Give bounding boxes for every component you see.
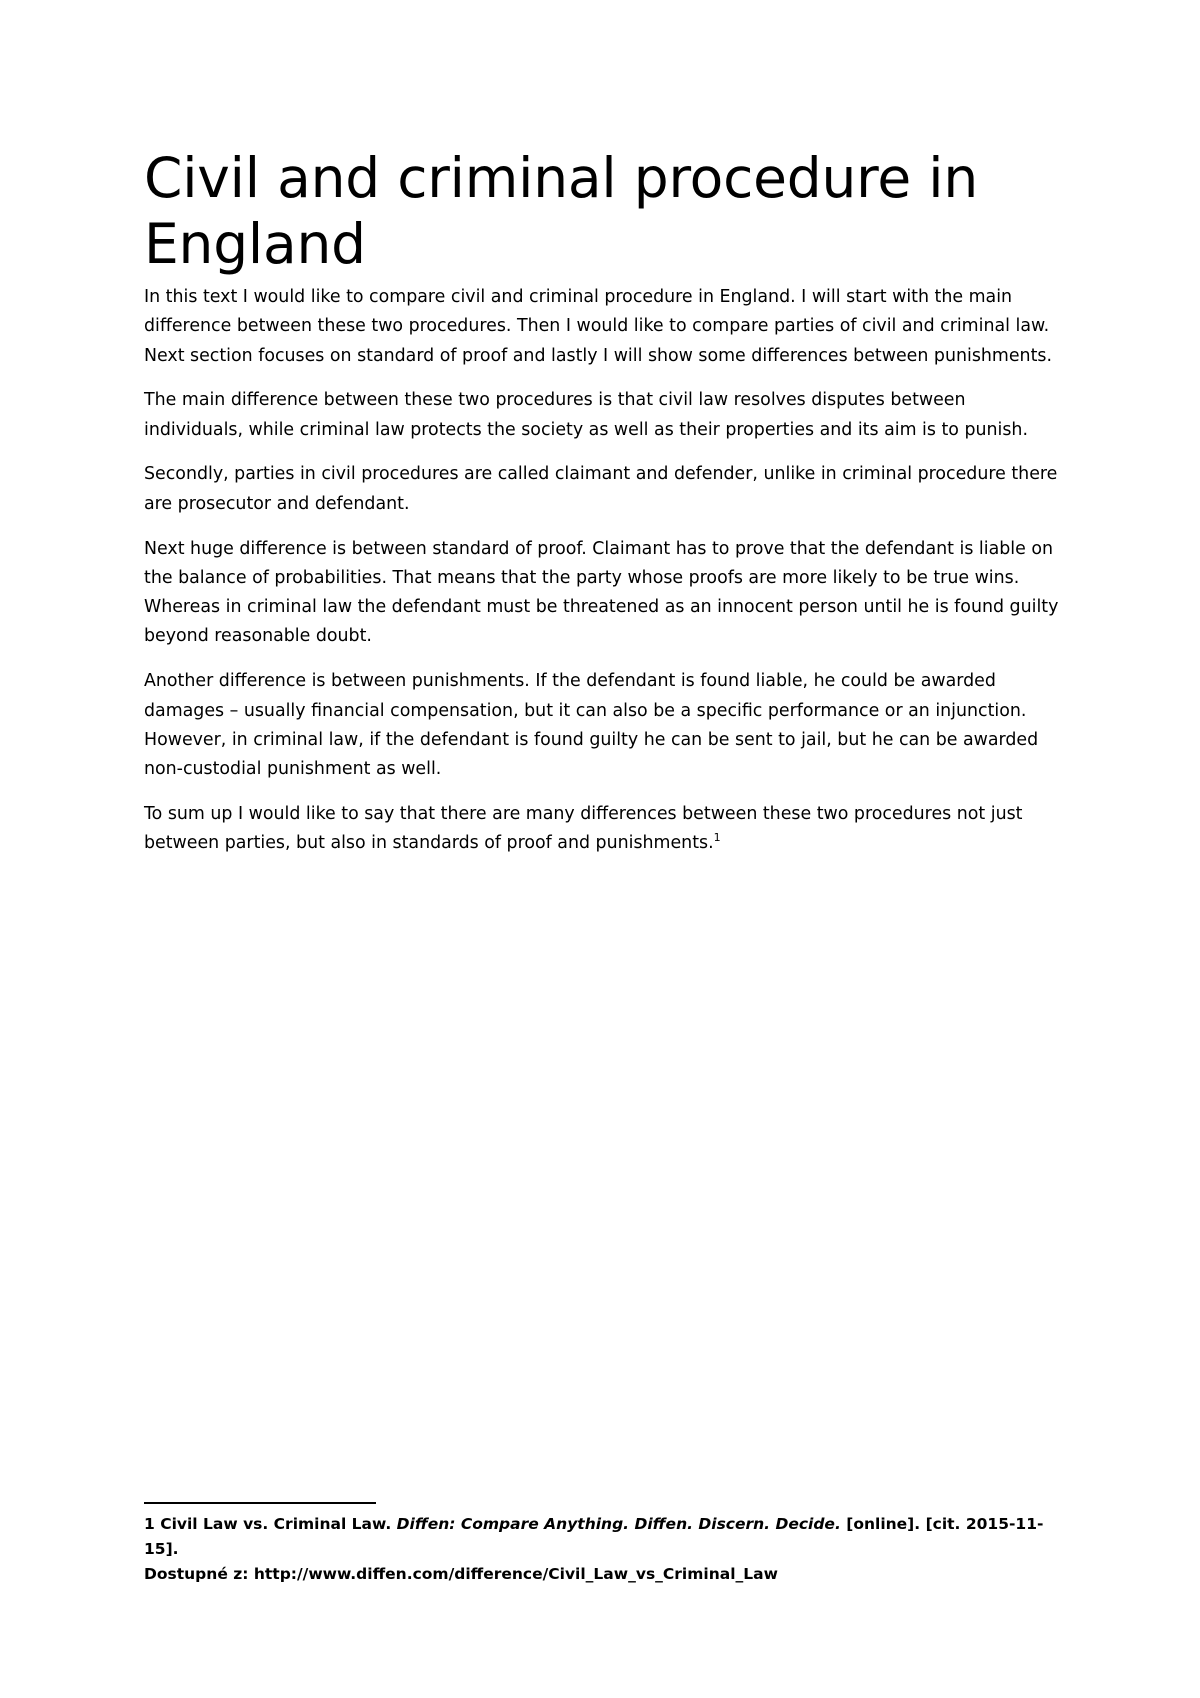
footnote-number: 1 [144, 1515, 155, 1533]
footnote-publication: Diffen: Compare Anything. Diffen. Discern. Decide. [396, 1515, 841, 1533]
document-body [144, 145, 1069, 874]
footnote-cited: [cit. 2015-11-15]. [144, 1515, 1044, 1558]
conclusion-paragraph [144, 800, 1069, 859]
intro-paragraph: In this text I would like to compare civil and criminal procedure in England. I will start with the main difference between these two procedures. Then I would like to compare parties of civil and criminal law. Next section focuses on standard of proof and lastly I will show some differences between punishments. [144, 287, 1052, 366]
footnote-medium: [online]. [846, 1515, 921, 1533]
parties-paragraph: Secondly, parties in civil procedures are called claimant and defender, unlike in criminal procedure there are prosecutor and defendant. [144, 464, 1058, 514]
standard-of-proof-paragraph: Next huge difference is between standard of proof. Claimant has to prove that the defendant is liable on the balance of probabilities. That means that the party whose proofs are more likely to be true wins. Whereas in criminal law the defendant must be threatened as an innocent person until he is found guilty beyond reasonable doubt. [144, 538, 1059, 647]
document-title: Civil and criminal procedure in England [144, 146, 979, 276]
footnote-available-label: Dostupné z: [144, 1565, 249, 1583]
footnote-source-title: Civil Law vs. Criminal Law. [160, 1515, 392, 1533]
main-difference-paragraph: The main difference between these two procedures is that civil law resolves disputes between individuals, while criminal law protects the society as well as their properties and its aim is to punish. [144, 390, 1028, 440]
footnote-url[interactable]: http://www.diffen.com/difference/Civil_Law_vs_Criminal_Law [253, 1565, 778, 1583]
footnote-area [144, 1502, 1069, 1587]
conclusion-text: To sum up I would like to say that there are many differences between these two procedures not just between parties, but also in standards of proof and punishments. [144, 803, 1023, 854]
punishments-paragraph: Another difference is between punishments. If the defendant is found liable, he could be awarded damages – usually financial compensation, but it can also be a specific performance or an injunction. However, in criminal law, if the defendant is found guilty he can be sent to jail, but he can be awarded non-custodial punishment as well. [144, 671, 1039, 780]
footnote-separator [144, 1502, 376, 1504]
footnote-1 [144, 1512, 1069, 1587]
footnote-reference[interactable]: 1 [713, 831, 721, 845]
